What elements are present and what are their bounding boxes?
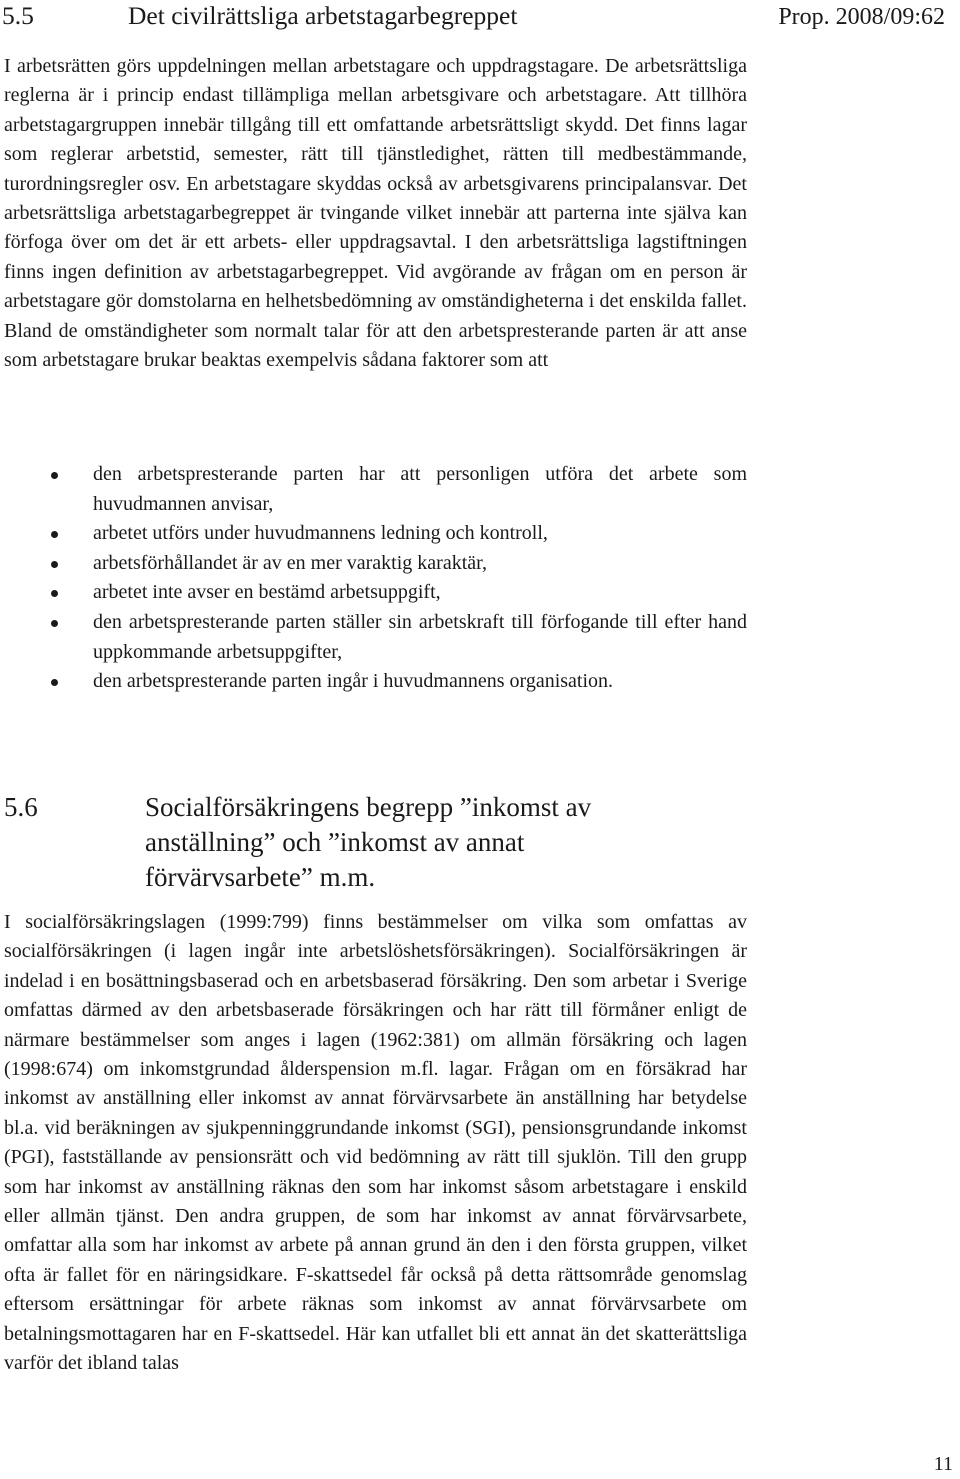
section-title: Det civilrättsliga arbetstagarbegreppet (128, 1, 518, 30)
list-item-text: den arbetspresterande parten har att personligen utföra det arbete som huvudmannen anvisar, (93, 463, 747, 515)
list-item-text: arbetsförhållandet är av en mer varaktig karaktär, (93, 551, 487, 574)
page-number: 11 (933, 1453, 953, 1475)
list-item-text: arbetet utförs under huvudmannens ledning och kontroll, (93, 522, 548, 545)
list-item (4, 578, 747, 608)
list-item-text: arbetet inte avser en bestämd arbetsuppgift, (93, 581, 441, 604)
body-paragraph-5-6 (4, 908, 747, 1379)
list-item (4, 549, 747, 579)
bullet-icon (51, 472, 58, 479)
section-title: Socialförsäkringens begrepp ”inkomst av anställning” och ”inkomst av annat förvärvsarbete” m.m. (145, 792, 592, 892)
bullet-icon (51, 679, 58, 686)
list-item-text: den arbetspresterande parten ingår i huvudmannens organisation. (93, 670, 614, 693)
list-item-text: den arbetspresterande parten ställer sin arbetskraft till förfogande till efter hand uppkommande arbetsuppgifter, (93, 610, 747, 663)
list-item (4, 519, 747, 549)
list-item (4, 460, 747, 519)
bullet-icon (51, 590, 58, 597)
section-heading-5-5 (2, 0, 517, 32)
bullet-list (4, 460, 747, 697)
list-item (4, 608, 747, 667)
section-number: 5.5 (2, 1, 34, 30)
body-paragraph-5-5 (4, 52, 747, 375)
paragraph-text: I arbetsrätten görs uppdelningen mellan arbetstagare och uppdragstagare. De arbetsrättsliga reglerna är i princip endast tillämpliga mellan arbetsgivare och arbetstagare. Att tillhöra arbetstagargruppen innebär tillgång till ett omfattande arbetsrättsligt skydd. Det finns lagar som reglerar arbetstid, semester, rätt till tjänstledighet, rätten till medbestämmande, turordningsregler osv. En arbetstagare skyddas också av arbetsgivarens principalansvar. Det arbetsrättsliga arbetstagarbegreppet är tvingande vilket innebär att parterna inte själva kan förfoga över om det är ett arbets- eller uppdragsavtal. I den arbetsrättsliga lagstiftningen finns ingen definition av arbetstagarbegreppet. Vid avgörande av frågan om en person är arbetstagare gör domstolarna en helhetsbedömning av omständigheterna i det enskilda fallet. Bland de omständigheter som normalt talar för att den arbetspresterande parten är att anse som arbetstagare brukar beaktas exempelvis sådana faktorer som att (4, 55, 747, 372)
paragraph-text: I socialförsäkringslagen (1999:799) finns bestämmelser om vilka som omfattas av socialförsäkringen (i lagen ingår inte arbetslöshetsförsäkringen). Socialförsäkringen är indelad i en bosättningsbaserad och en arbetsbaserad försäkring. Den som arbetar i Sverige omfattas därmed av den arbetsbaserade försäkringen och har rätt till förmåner enligt de närmare bestämmelser som anges i lagen (1962:381) om allmän försäkring och lagen (1998:674) om inkomstgrundad ålderspension m.fl. lagar. Frågan om en försäkrad har inkomst av anställning eller inkomst av annat förvärvsarbete än anställning har betydelse bl.a. vid beräkningen av sjukpenninggrundande inkomst (SGI), pensionsgrundande inkomst (PGI), fastställande av pensionsrätt och vid bedömning av rätt till sjuklön. Till den grupp som har inkomst av anställning räknas den som har inkomst såsom arbetstagare i enskild eller allmän tjänst. Den andra gruppen, de som har inkomst av annat förvärvsarbete, omfattar alla som har inkomst av arbete på annan grund än den i den första gruppen, vilket ofta är fallet för en näringsidkare. F-skattsedel får också på detta rättsområde genomslag eftersom ersättningar för arbete räknas som inkomst av annat förvärvsarbete om betalningsmottagaren har en F-skattsedel. Här kan utfallet bli ett annat än det skatterättsliga varför det ibland talas (4, 911, 747, 1375)
section-number: 5.6 (4, 792, 38, 822)
bullet-icon (51, 620, 58, 627)
list-item (4, 667, 747, 697)
bullet-icon (51, 561, 58, 568)
bullet-icon (51, 531, 58, 538)
proposition-reference: Prop. 2008/09:62 (778, 4, 945, 30)
